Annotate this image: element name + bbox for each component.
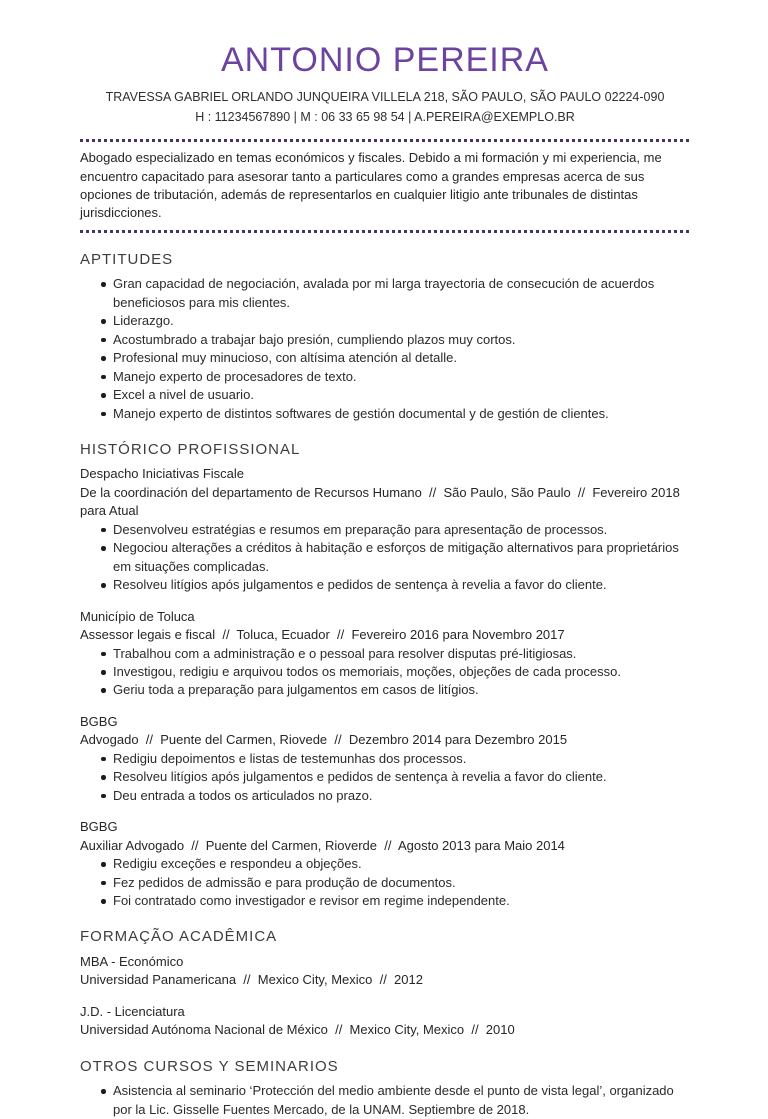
job-bullets xyxy=(80,855,690,910)
degree-entry xyxy=(80,1003,690,1040)
skill-item: Profesional muy minucioso, con altísima atención al detalle. xyxy=(80,349,690,367)
job-meta: De la coordinación del departamento de Recursos Humano // São Paulo, São Paulo // Fevereiro 2018 para Atual xyxy=(80,484,684,519)
job-bullets xyxy=(80,750,690,805)
contact-line: H : 11234567890 | M : 06 33 65 98 54 | A.PEREIRA@EXEMPLO.BR xyxy=(195,109,575,124)
job-bullet: Negociou alterações a créditos à habitação e esforços de mitigação alternativos para proprietários em situações complicadas. xyxy=(80,539,690,576)
course-item: Asistencia al seminario ‘Protección del medio ambiente desde el punto de vista legal’, organizado por la Lic. Gisselle Fuentes Mercado, de la UNAM. Septiembre de 2018. xyxy=(80,1082,690,1119)
skill-item: Excel a nivel de usuario. xyxy=(80,386,690,404)
degree-meta: Universidad Autónoma Nacional de México // Mexico City, Mexico // 2010 xyxy=(80,1022,515,1038)
job-company: Despacho Iniciativas Fiscale xyxy=(80,466,245,482)
job-entry xyxy=(80,465,690,594)
section-aptitudes xyxy=(80,250,690,423)
job-bullet: Resolveu litígios após julgamentos e pedidos de sentença à revelia a favor do cliente. xyxy=(80,768,690,786)
section-experience xyxy=(80,440,690,910)
skill-item: Manejo experto de procesadores de texto. xyxy=(80,368,690,386)
skill-item: Liderazgo. xyxy=(80,312,690,330)
job-entry xyxy=(80,818,690,910)
job-bullet: Desenvolveu estratégias e resumos em preparação para apresentação de processos. xyxy=(80,521,690,539)
job-entry xyxy=(80,713,690,805)
job-bullet: Foi contratado como investigador e revisor em regime independente. xyxy=(80,892,690,910)
skill-item: Acostumbrado a trabajar bajo presión, cumpliendo plazos muy cortos. xyxy=(80,331,690,349)
aptitudes-list xyxy=(80,275,690,423)
job-bullet: Resolveu litígios após julgamentos e pedidos de sentença à revelia a favor do cliente. xyxy=(80,576,690,594)
section-courses xyxy=(80,1057,690,1119)
experience-title: HISTÓRICO PROFISSIONAL xyxy=(80,440,301,458)
address-line: TRAVESSA GABRIEL ORLANDO JUNQUEIRA VILLELA 218, SÃO PAULO, SÃO PAULO 02224-090 xyxy=(105,89,665,104)
job-bullet: Trabalhou com a administração e o pessoal para resolver disputas pré-litigiosas. xyxy=(80,645,690,663)
job-bullets xyxy=(80,645,690,700)
education-title: FORMAÇÃO ACADÊMICA xyxy=(80,928,278,946)
resume-header xyxy=(80,40,690,126)
job-bullet: Investigou, redigiu e arquivou todos os memoriais, moções, objeções de cada processo. xyxy=(80,663,690,681)
skill-item: Manejo experto de distintos softwares de gestión documental y de gestión de clientes. xyxy=(80,405,690,423)
job-company: Município de Toluca xyxy=(80,608,195,624)
courses-list xyxy=(80,1082,690,1119)
aptitudes-title: APTITUDES xyxy=(80,250,174,268)
job-bullet: Deu entrada a todos os articulados no prazo. xyxy=(80,787,690,805)
job-meta: Advogado // Puente del Carmen, Riovede // Dezembro 2014 para Dezembro 2015 xyxy=(80,732,568,748)
section-education xyxy=(80,927,690,1039)
job-company: BGBG xyxy=(80,713,118,729)
degree-name: MBA - Económico xyxy=(80,953,184,969)
summary-paragraph: Abogado especializado en temas económicos y fiscales. Debido a mi formación y mi experiencia, me encuentro capacitado para asesorar tanto a particulares como a grandes empresas acerca de sus opciones de tributación, además de representarlos en cualquier litigio ante tribunales de distintas jurisdicciones. xyxy=(80,150,662,221)
job-meta: Auxiliar Advogado // Puente del Carmen, Rioverde // Agosto 2013 para Maio 2014 xyxy=(80,837,565,853)
job-meta: Assessor legais e fiscal // Toluca, Ecuador // Fevereiro 2016 para Novembro 2017 xyxy=(80,627,565,643)
skill-item: Gran capacidad de negociación, avalada por mi larga trayectoria de consecución de acuerdos beneficiosos para mis clientes. xyxy=(80,275,690,312)
degree-name: J.D. - Licenciatura xyxy=(80,1003,185,1019)
candidate-name: ANTONIO PEREIRA xyxy=(221,41,549,79)
courses-title: OTROS CURSOS Y SEMINARIOS xyxy=(80,1057,339,1075)
job-bullet: Redigiu depoimentos e listas de testemunhas dos processos. xyxy=(80,750,690,768)
job-bullet: Geriu toda a preparação para julgamentos em casos de litígios. xyxy=(80,681,690,699)
job-company: BGBG xyxy=(80,819,118,835)
job-bullet: Redigiu exceções e respondeu a objeções. xyxy=(80,855,690,873)
job-bullets xyxy=(80,521,690,595)
degree-entry xyxy=(80,953,690,990)
dotted-divider-bottom xyxy=(80,230,690,233)
job-entry xyxy=(80,608,690,700)
dotted-divider-top xyxy=(80,139,690,142)
degree-meta: Universidad Panamericana // Mexico City, Mexico // 2012 xyxy=(80,972,423,988)
job-bullet: Fez pedidos de admissão e para produção de documentos. xyxy=(80,874,690,892)
